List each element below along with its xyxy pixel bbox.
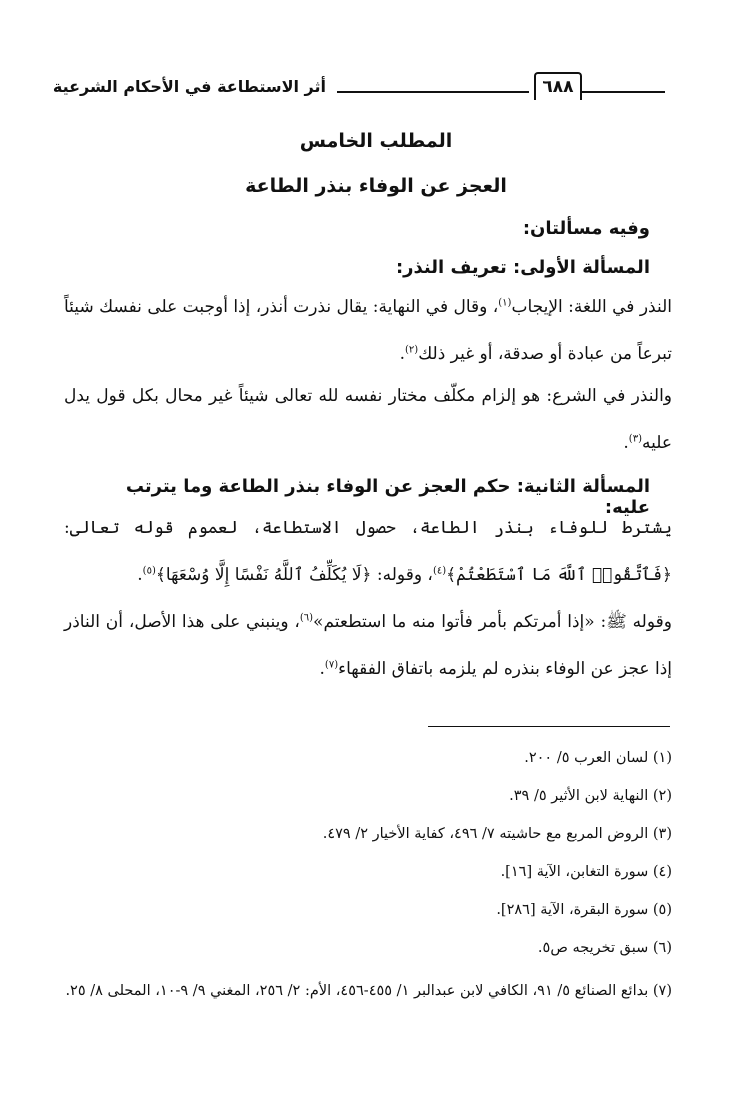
question-one-heading: المسألة الأولى: تعريف النذر: bbox=[395, 257, 650, 278]
footnote-ref[interactable]: (١) bbox=[498, 297, 512, 309]
paragraph-text: ، وقال في النهاية: يقال نذرت أنذر، إذا أوجبت على نفسك شيئاً تبرعاً من عبادة أو صدقة، أو غير ذلك bbox=[64, 297, 672, 364]
paragraph-text: ، وقوله: ﴿لَا يُكَلِّفُ ٱللَّهُ نَفْسًا إِلَّا وُسْعَهَا﴾ bbox=[155, 565, 433, 585]
paragraph-text: النذر في اللغة: الإيجاب bbox=[511, 297, 672, 317]
section-title: المطلب الخامس bbox=[299, 130, 453, 152]
running-title: أثر الاستطاعة في الأحكام الشرعية bbox=[52, 77, 326, 96]
paragraph-text: . bbox=[319, 659, 325, 679]
paragraph-text: يشترط للوفاء بنذر الطاعة، حصول الاستطاعة، لعموم قوله تعالى: ﴿فَٱتَّقُوا۟ ٱللَّهَ مَا ٱسْتَطَعْتُمْ﴾ bbox=[64, 518, 672, 585]
intro-line: وفيه مسألتان: bbox=[522, 218, 650, 239]
footnote-5: (٥) سورة البقرة، الآية [٢٨٦]. bbox=[496, 902, 672, 918]
footnote-6: (٦) سبق تخريجه ص٥. bbox=[537, 940, 672, 956]
header-rule-left bbox=[582, 91, 665, 93]
paragraph-nadhr-shar bbox=[64, 373, 672, 467]
header-rule-middle bbox=[337, 91, 529, 93]
footnote-ref[interactable]: (٢) bbox=[405, 344, 419, 356]
section-subtitle: العجز عن الوفاء بنذر الطاعة bbox=[245, 175, 507, 197]
footnote-7: (٧) بدائع الصنائع ٥/ ٩١، الكافي لابن عبدالبر ١/ ٤٥٥-٤٥٦، الأم: ٢/ ٢٥٦، المغني ٩/ ٩-١٠، المحلى ٨/ ٢٥. bbox=[65, 983, 672, 999]
footnote-2: (٢) النهاية لابن الأثير ٥/ ٣٩. bbox=[509, 788, 672, 804]
paragraph-nadhr-lughah bbox=[64, 284, 672, 378]
paragraph-text: . bbox=[399, 344, 406, 364]
footnote-ref[interactable]: (٦) bbox=[299, 612, 314, 624]
footnote-ref[interactable]: (٥) bbox=[142, 565, 156, 577]
paragraph-text: ، وينبني على هذا الأصل، أن الناذر إذا عجز عن الوفاء بنذره لم يلزمه باتفاق الفقهاء bbox=[64, 612, 672, 679]
paragraph-text: وقوله ﷺ: «إذا أمرتكم بأمر فأتوا منه ما استطعتم» bbox=[313, 612, 672, 632]
footnote-ref[interactable]: (٣) bbox=[628, 433, 642, 445]
footnote-separator bbox=[428, 726, 670, 727]
paragraph-condition bbox=[64, 505, 672, 599]
page-number: ٦٨٨ bbox=[534, 72, 582, 100]
paragraph-hadith bbox=[64, 599, 672, 693]
paragraph-text: . bbox=[137, 565, 143, 585]
footnote-3: (٣) الروض المربع مع حاشيته ٧/ ٤٩٦، كفاية الأخيار ٢/ ٤٧٩. bbox=[322, 826, 672, 842]
footnote-1: (١) لسان العرب ٥/ ٢٠٠. bbox=[524, 750, 672, 766]
question-two-heading: المسألة الثانية: حكم العجز عن الوفاء بنذر الطاعة وما يترتب عليه: bbox=[125, 476, 650, 518]
footnote-4: (٤) سورة التغابن، الآية [١٦]. bbox=[500, 864, 672, 880]
footnote-ref[interactable]: (٤) bbox=[432, 565, 447, 577]
paragraph-text: والنذر في الشرع: هو إلزام مكلّف مختار نفسه لله تعالى شيئاً غير محال بكل قول يدل عليه bbox=[64, 386, 672, 453]
footnote-ref[interactable]: (٧) bbox=[324, 659, 339, 671]
paragraph-text: . bbox=[623, 433, 629, 453]
